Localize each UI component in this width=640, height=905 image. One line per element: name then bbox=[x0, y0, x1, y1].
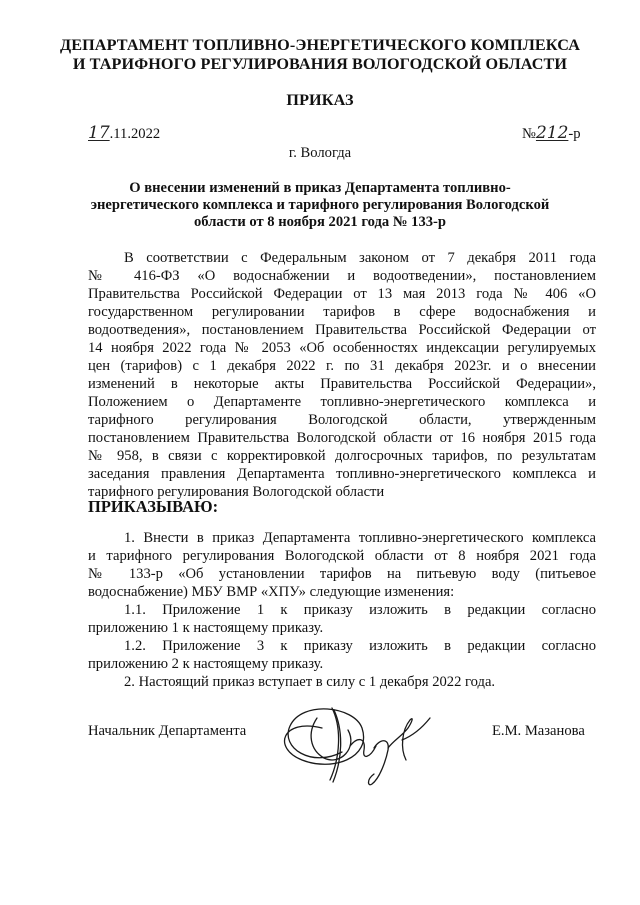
item-1-line: № 133-р «Об установлении тарифов на питьевую воду (питьевое bbox=[88, 566, 596, 582]
department-name-line1: ДЕПАРТАМЕНТ ТОПЛИВНО-ЭНЕРГЕТИЧЕСКОГО КОМПЛЕКСА bbox=[59, 36, 580, 54]
preamble-line: тарифного регулирования Вологодской области, утвержденным bbox=[88, 412, 596, 428]
preamble-line: постановлением Правительства Вологодской области от 16 ноября 2015 года bbox=[88, 430, 596, 446]
city: г. Вологда bbox=[288, 145, 352, 161]
signatory-position: Начальник Департамента bbox=[88, 723, 247, 739]
item-1-2-line: 1.2. Приложение 3 к приказу изложить в редакции согласно bbox=[124, 638, 596, 654]
date-day-handwritten: 17 bbox=[88, 123, 110, 143]
preamble-line: тарифного регулирования Вологодской области bbox=[88, 484, 385, 500]
number-prefix: № bbox=[522, 126, 536, 142]
item-1-1-line: приложению 1 к настоящему приказу. bbox=[88, 620, 324, 636]
preamble-line: государственном регулировании тарифов в сфере водоснабжения и bbox=[88, 304, 596, 320]
department-name-line2: И ТАРИФНОГО РЕГУЛИРОВАНИЯ ВОЛОГОДСКОЙ ОБЛАСТИ bbox=[72, 55, 568, 73]
preamble-line: водоотведения», постановлением Правительства Российской Федерации от bbox=[88, 322, 596, 338]
preamble-line: № 958, в связи с корректировкой долгосрочных тарифов, по результатам bbox=[88, 448, 596, 464]
item-1-1-line: 1.1. Приложение 1 к приказу изложить в редакции согласно bbox=[124, 602, 596, 618]
preamble-line: В соответствии с Федеральным законом от 7 декабря 2011 года bbox=[124, 250, 596, 266]
preamble-line: заседания правления Департамента топливно-энергетического комплекса и bbox=[88, 466, 596, 482]
number-suffix: -р bbox=[568, 126, 581, 142]
order-word: ПРИКАЗЫВАЮ: bbox=[88, 497, 219, 516]
item-1-line: водоснабжение) МБУ ВМР «ХПУ» следующие изменения: bbox=[88, 584, 455, 600]
document-number bbox=[522, 123, 581, 143]
order-title-line3: области от 8 ноября 2021 года № 133-р bbox=[193, 214, 447, 230]
preamble-line: изменений в некоторые акты Правительства Российской Федерации», bbox=[88, 376, 596, 392]
preamble-line: цен (тарифов) с 1 декабря 2022 г. по 31 декабря 2023г. и о внесении bbox=[88, 358, 596, 374]
handwritten-signature bbox=[262, 688, 462, 788]
item-1-line: и тарифного регулирования Вологодской области от 8 ноября 2021 года bbox=[88, 548, 596, 564]
document-type: ПРИКАЗ bbox=[286, 91, 354, 109]
number-handwritten: 212 bbox=[535, 123, 569, 143]
item-1-line: 1. Внести в приказ Департамента топливно-энергетического комплекса bbox=[124, 530, 596, 546]
preamble-line: Положением о Департаменте топливно-энергетического комплекса и bbox=[88, 394, 596, 410]
preamble-line: № 416-ФЗ «О водоснабжении и водоотведении», постановлением bbox=[88, 268, 596, 284]
date-rest: .11.2022 bbox=[109, 126, 161, 142]
order-title-line1: О внесении изменений в приказ Департамента топливно- bbox=[129, 180, 511, 196]
item-2: 2. Настоящий приказ вступает в силу с 1 декабря 2022 года. bbox=[124, 674, 496, 690]
preamble-line: Правительства Российской Федерации от 13 мая 2013 года № 406 «О bbox=[88, 286, 596, 302]
order-title-line2: энергетического комплекса и тарифного регулирования Вологодской bbox=[90, 197, 550, 213]
document-date bbox=[88, 123, 160, 143]
preamble-line: 14 ноября 2022 года № 2053 «Об особенностях индексации регулируемых bbox=[88, 340, 596, 356]
item-1-2-line: приложению 2 к настоящему приказу. bbox=[88, 656, 324, 672]
signatory-name: Е.М. Мазанова bbox=[492, 723, 585, 739]
